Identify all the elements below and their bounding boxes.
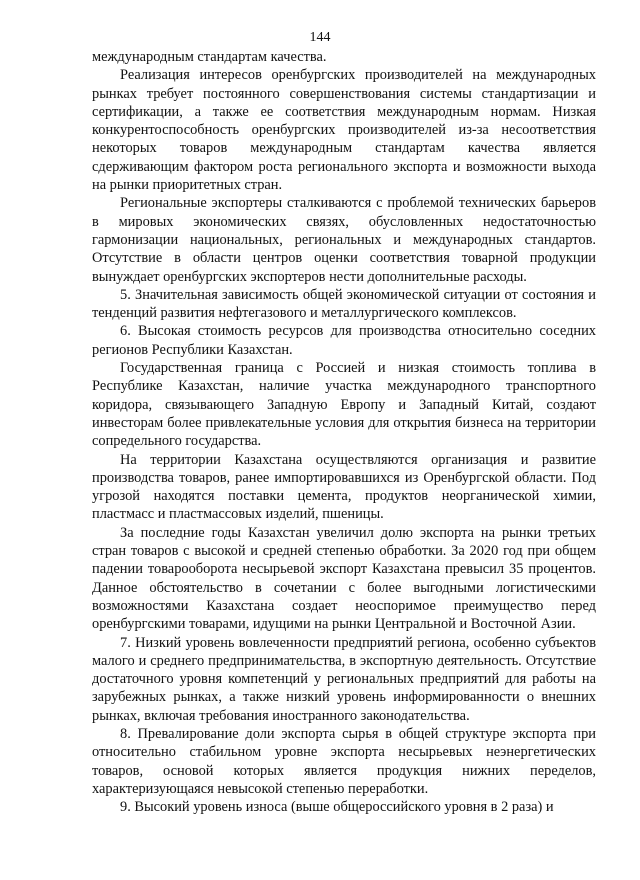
paragraph: 9. Высокий уровень износа (выше общероссийского уровня в 2 раза) и	[120, 799, 554, 816]
paragraph: 7. Низкий уровень вовлеченности предприятий региона, особенно субъектов малого и среднего предпринимательства, в экспортную деятельность. Отсутствие достаточного уровня компетенций у региональных предприятий для работы на зарубежных рынках, а также низкий уровень информированности о внешних рынках, включая требования иностранного законодательства.	[92, 634, 596, 724]
paragraph: 8. Превалирование доли экспорта сырья в общей структуре экспорта при относительно стабильном уровне экспорта несырьевых неэнергетических товаров, основой которых является продукция нижних переделов, характеризующаяся невысокой степенью переработки.	[92, 725, 596, 797]
body-text	[92, 48, 596, 816]
paragraph: 6. Высокая стоимость ресурсов для производства относительно соседних регионов Республики Казахстан.	[92, 323, 596, 358]
paragraph: На территории Казахстана осуществляются организация и развитие производства товаров, ранее импортировавшихся из Оренбургской области. Под угрозой находятся поставки цемента, продуктов неорганической химии, пластмасс и пластмассовых изделий, пшеницы.	[92, 451, 596, 523]
paragraph: Реализация интересов оренбургских производителей на международных рынках требует постоянного совершенствования системы стандартизации и сертификации, а также ее соответствия международным нормам. Низкая конкурентоспособность оренбургских производителей из-за несоответствия некоторых товаров международным стандартам качества является сдерживающим фактором роста регионального экспорта и возможности выхода на рынки приоритетных стран.	[92, 67, 596, 194]
paragraph: За последние годы Казахстан увеличил долю экспорта на рынки третьих стран товаров с высокой и средней степенью обработки. За 2020 год при общем падении товарооборота несырьевой экспорт Казахстана превысил 35 процентов. Данное обстоятельство в сочетании с более выгодными логистическими возможностями Казахстана создает неоспоримое преимущество перед оренбургскими товарами, идущими на рынки Центральной и Восточной Азии.	[92, 524, 596, 633]
paragraph: международным стандартам качества.	[92, 49, 327, 65]
paragraph: 5. Значительная зависимость общей экономической ситуации от состояния и тенденций развития нефтегазового и металлургического комплексов.	[92, 286, 596, 322]
paragraph: Государственная граница с Россией и низкая стоимость топлива в Республике Казахстан, наличие участка международного транспортного коридора, связывающего Западную Европу и Западный Китай, создают инвесторам более привлекательные условия для открытия бизнеса на территории сопредельного государства.	[92, 360, 596, 450]
page-number: 144	[309, 30, 331, 45]
paragraph: Региональные экспортеры сталкиваются с проблемой технических барьеров в мировых экономических связях, обусловленных недостаточностью гармонизации национальных, региональных и международных стандартов. Отсутствие в области центров оценки соответствия товарной продукции вынуждает оренбургских экспортеров нести дополнительные расходы.	[92, 195, 596, 285]
